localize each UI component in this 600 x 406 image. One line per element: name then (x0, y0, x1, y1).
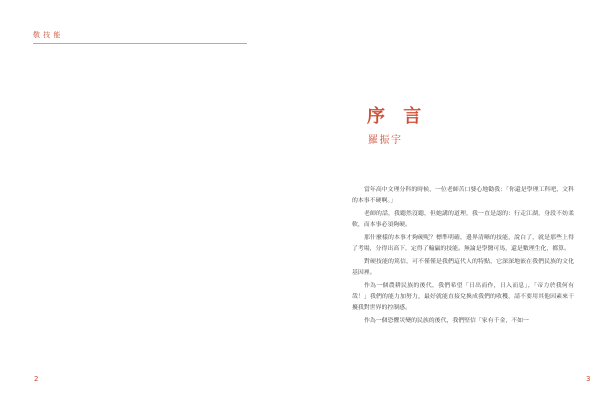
author-name: 羅振宇 (368, 135, 403, 146)
right-page (300, 0, 600, 406)
page-number-right: 3 (586, 375, 591, 383)
paragraph: 作為一個農耕民族的後代，我們希望「日出而作，日入而息」，「帝力於我何有哉！」我們的能力加努力，最好就能直接兌換成我們的收穫，請不要用其他因素來干擾我對世界的控制感。 (352, 283, 574, 311)
paragraph: 對硬技能的篤信，可不僅僅是我們這代人的特點，它深深地嵌在我們民族的文化基因裡。 (352, 259, 574, 276)
running-header: 敬 技 能 (33, 31, 61, 39)
body-text (352, 185, 574, 329)
paragraph: 老師的話，我聽然沒聽，但她講的道理，我一直是認的：行走江湖，身段不妨柔軟，而本事必須夠硬。 (352, 211, 574, 228)
paragraph: 當年高中文理分科的時候，一位老師苦口婆心地勸我：「你還是學理工科吧，文科的本事不硬啊。」 (352, 187, 574, 204)
paragraph: 那什麼樣的本事才夠硬呢？標準明確，邊界清晰的技能，說白了，就是那些上得了考場，分得出高下，定得了輸贏的技能。無論是學醫可馬，還是數理生化，都算。 (352, 235, 574, 252)
page-number-left: 2 (34, 375, 39, 383)
header-rule (33, 43, 247, 44)
paragraph: 作為一個恐懼災變的民族的後代，我們堅信「家有千金，不如一 (364, 317, 529, 324)
chapter-title: 序 言 (367, 106, 428, 127)
